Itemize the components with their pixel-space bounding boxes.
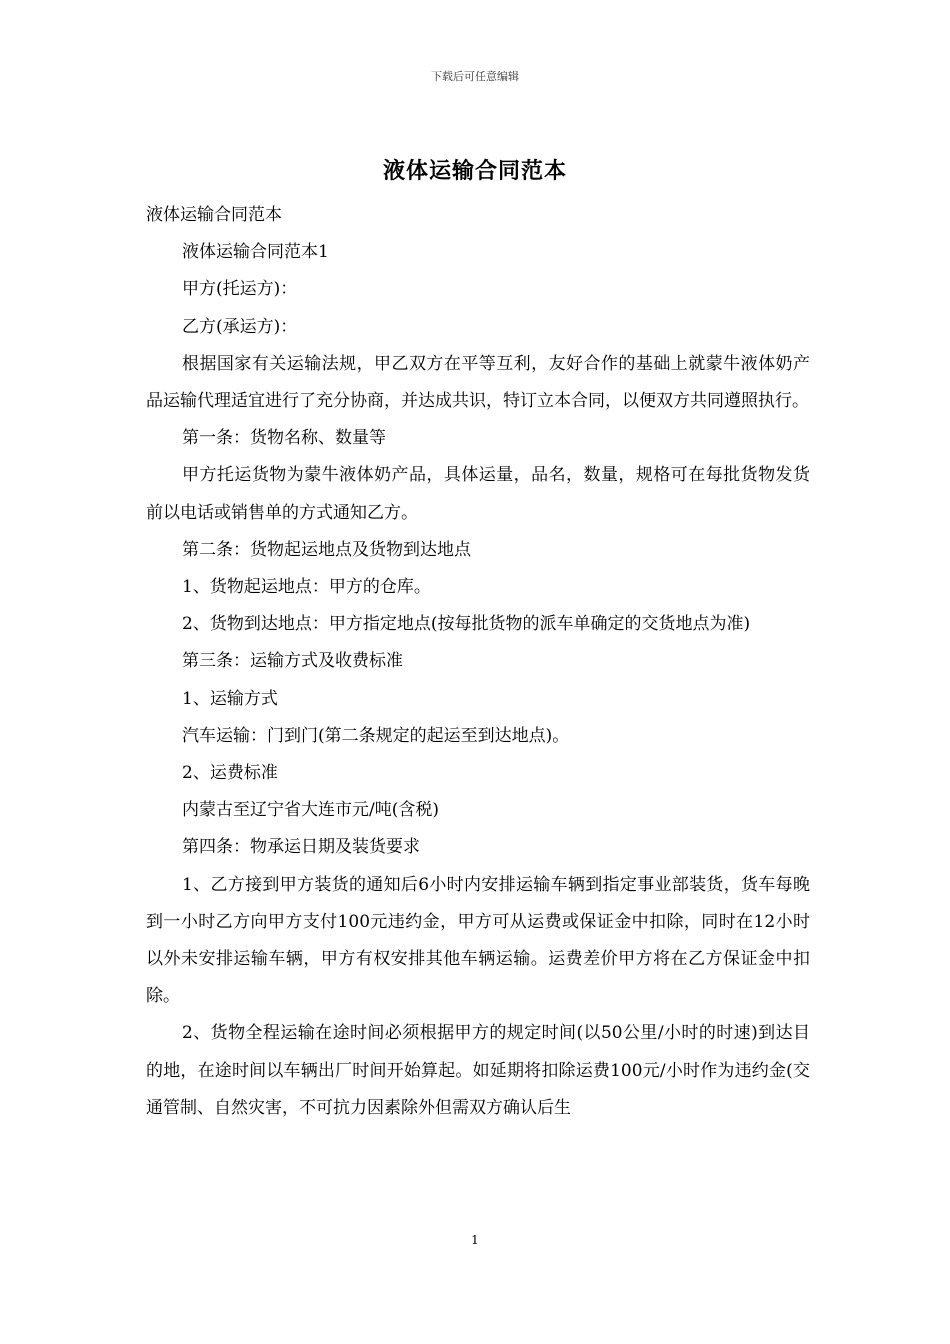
paragraph: 第一条：货物名称、数量等 xyxy=(182,428,386,449)
document-body xyxy=(146,197,810,1127)
paragraph: 液体运输合同范本 xyxy=(146,205,282,225)
paragraph: 2、货物全程运输在途时间必须根据甲方的规定时间(以50公里/小时的时速)到达目的地，在途时间以车辆出厂时间开始算起。如延期将扣除运费100元/小时作为违约金(交通管制、自然灾害，不可抗力因素除外但需双方确认后生 xyxy=(146,1023,810,1118)
paragraph: 第二条：货物起运地点及货物到达地点 xyxy=(182,539,471,560)
paragraph: 第四条：物承运日期及装货要求 xyxy=(182,837,420,858)
page-number: 1 xyxy=(471,1233,479,1247)
paragraph: 2、运费标准 xyxy=(182,763,278,784)
paragraph: 2、货物到达地点：甲方指定地点(按每批货物的派车单确定的交货地点为准) xyxy=(182,614,751,635)
paragraph: 1、乙方接到甲方装货的通知后6小时内安排运输车辆到指定事业部装货，货车每晚到一小时乙方向甲方支付100元违约金，甲方可从运费或保证金中扣除，同时在12小时以外未安排运输车辆，甲方有权安排其他车辆运输。运费差价甲方将在乙方保证金中扣除。 xyxy=(146,874,810,1007)
document-title: 液体运输合同范本 xyxy=(382,159,567,184)
paragraph: 1、运输方式 xyxy=(182,688,278,709)
paragraph: 液体运输合同范本1 xyxy=(182,242,329,263)
paragraph: 乙方(承运方)： xyxy=(182,316,298,337)
header-note: 下载后可任意编辑 xyxy=(431,70,519,83)
paragraph: 根据国家有关运输法规，甲乙双方在平等互利，友好合作的基础上就蒙牛液体奶产品运输代理适宜进行了充分协商，并达成共识，特订立本合同，以便双方共同遵照执行。 xyxy=(146,353,810,412)
paragraph: 内蒙古至辽宁省大连市元/吨(含税) xyxy=(182,800,439,821)
paragraph: 1、货物起运地点：甲方的仓库。 xyxy=(182,577,431,598)
paragraph: 甲方托运货物为蒙牛液体奶产品，具体运量，品名，数量，规格可在每批货物发货前以电话或销售单的方式通知乙方。 xyxy=(146,465,810,523)
paragraph: 甲方(托运方)： xyxy=(182,279,298,300)
paragraph: 第三条：运输方式及收费标准 xyxy=(182,651,403,672)
paragraph: 汽车运输：门到门(第二条规定的起运至到达地点)。 xyxy=(182,725,570,746)
